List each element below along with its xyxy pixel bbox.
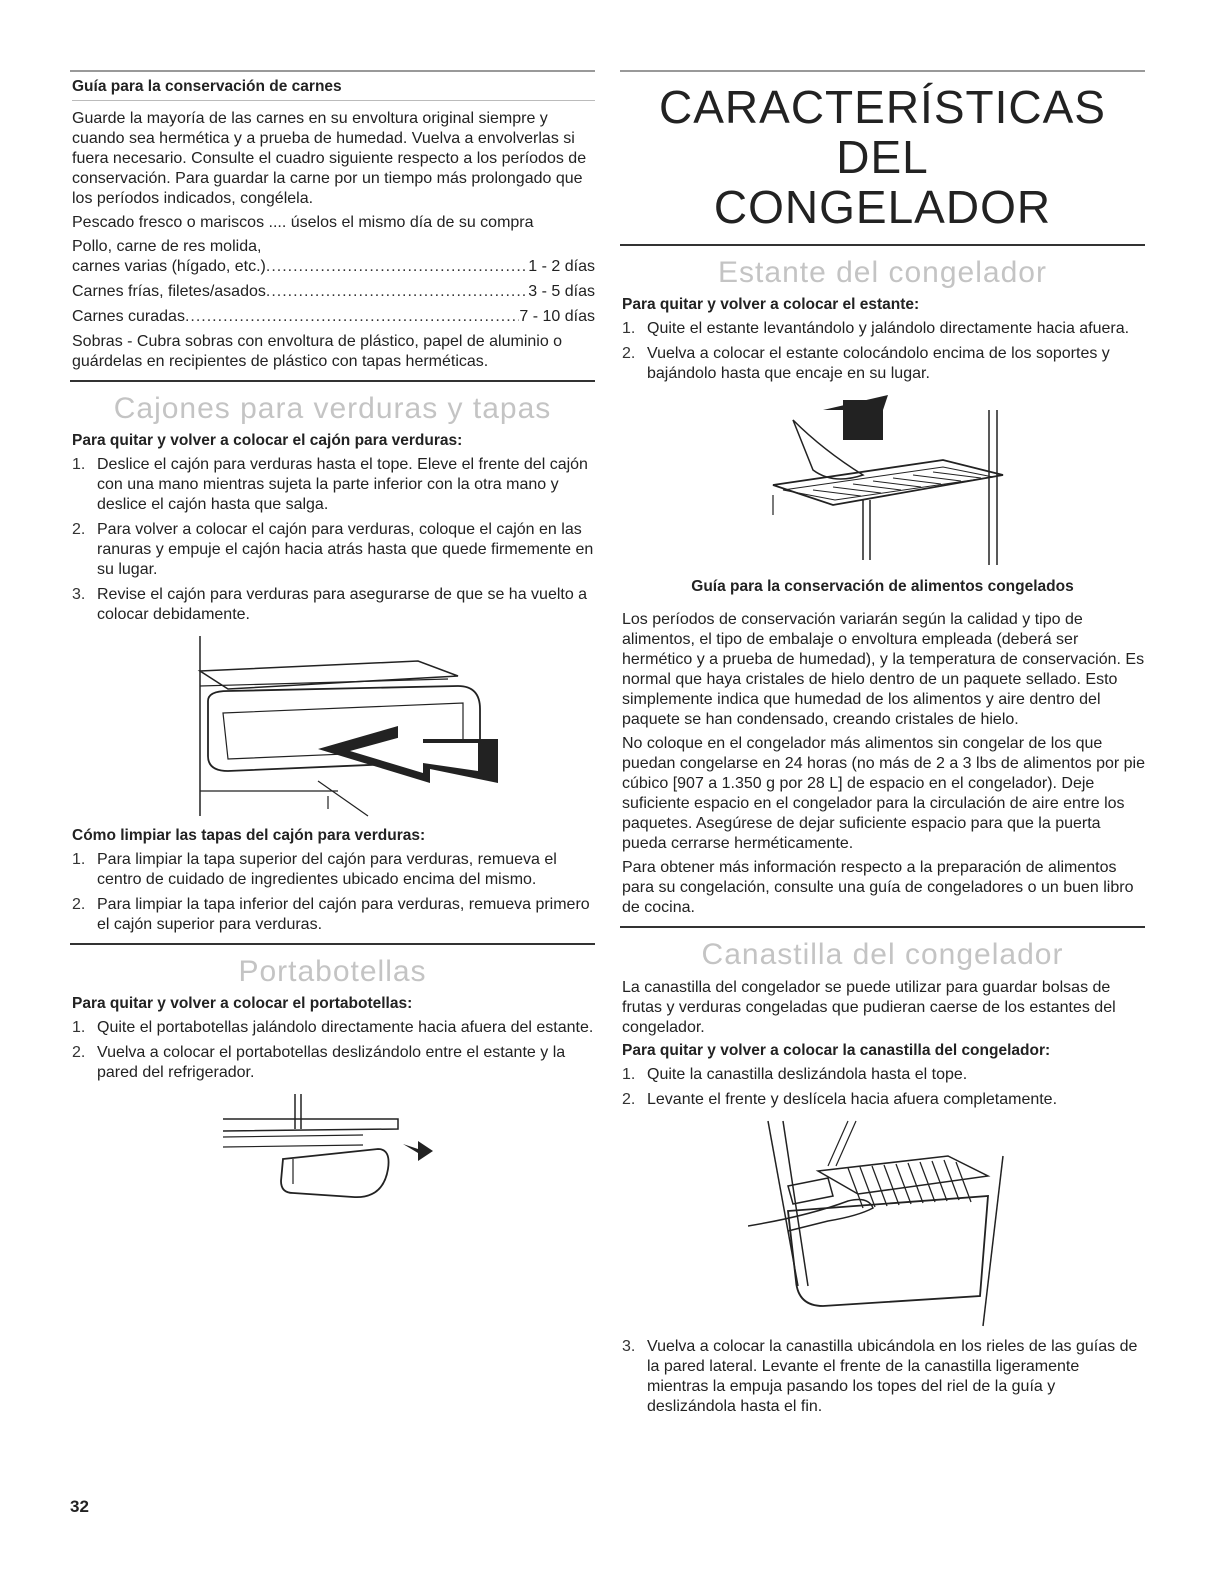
list-item: 1. Deslice el cajón para verduras hasta el tope. Eleve el frente del cajón con una mano mientras sujeta la parte inferior con la otra mano y deslice el cajón hasta que salga. — [72, 456, 588, 513]
list-item: 1. Quite el portabotellas jalándolo directamente hacia afuera del estante. — [72, 1019, 594, 1036]
leftovers-text: Sobras - Cubra sobras con envoltura de plástico, papel de aluminio o guárdelas en recipientes de plástico con tapas herméticas. — [72, 333, 563, 370]
bottle-steps — [70, 1018, 595, 1083]
meat-guide-intro: Guarde la mayoría de las carnes en su envoltura original siempre y cuando sea hermética y a prueba de humedad. Vuelva a envolverlas si fuera necesario. Consulte el cuadro siguiente respecto a los períodos de conservación. Para guardar la carne por un tiempo más prolongado que los períodos indicados, congélela. — [72, 110, 587, 207]
frozen-guide-p2: No coloque en el congelador más alimentos sin congelar de los que puedan congelarse en 24 horas (no más de 2 a 3 lbs de alimentos por pie cúbico [907 a 1.350 g por 28 L] de espacio en el congelador). Deje suficiente espacio en el congelador para la circulación de aire entre los paquetes. Asegúrese de dejar suficiente espacio para que la puerta pueda cerrarse herméticamente. — [622, 735, 1146, 852]
list-item: 1. Quite la canastilla deslizándola hasta el tope. — [622, 1066, 968, 1083]
frozen-guide-p3: Para obtener más información respecto a la preparación de alimentos para su congelación, consulte una guía de congeladores o un buen libro de cocina. — [622, 859, 1134, 916]
storage-row — [72, 307, 595, 327]
shelf-section-title: Estante del congelador — [718, 256, 1047, 289]
basket-step-3 — [620, 1337, 1145, 1417]
storage-row — [72, 257, 595, 277]
chicken-line: Pollo, carne de res molida, — [72, 238, 262, 255]
page-title-line-1: CARACTERÍSTICAS DEL — [659, 81, 1106, 183]
frozen-guide-p1: Los períodos de conservación variarán según la calidad y tipo de alimentos, el tipo de embalaje o envoltura empleada (deberá ser hermético y a prueba de humedad), y la temperatura de conservación. Es normal que haya cristales de hielo dentro de un paquete sellado. Esto simplemente indica que humedad de los alimentos y aire dentro del paquete se han condensado, creando cristales de hielo. — [622, 611, 1145, 728]
meat-guide-heading: Guía para la conservación de carnes — [72, 78, 595, 101]
basket-heading: Para quitar y volver a colocar la canastilla del congelador: — [622, 1042, 1051, 1059]
storage-row-label: Carnes frías, filetes/asados — [72, 283, 266, 300]
shelf-heading: Para quitar y volver a colocar el estante: — [622, 296, 920, 313]
left-column — [70, 70, 595, 1215]
section-divider — [620, 926, 1145, 928]
crisper-drawer-illustration — [168, 631, 498, 821]
bottle-holder-illustration — [223, 1089, 443, 1209]
right-column — [620, 70, 1145, 1422]
page-title-line-2: CONGELADOR — [713, 181, 1052, 233]
section-divider — [620, 244, 1145, 246]
crisper-section-title: Cajones para verduras y tapas — [113, 392, 552, 425]
list-item: 2. Vuelva a colocar el portabotellas deslizándolo entre el estante y la pared del refrigerador. — [72, 1044, 566, 1081]
crisper-remove-heading: Para quitar y volver a colocar el cajón para verduras: — [72, 432, 463, 449]
top-rule — [70, 70, 595, 72]
bottle-heading: Para quitar y volver a colocar el portabotellas: — [72, 995, 413, 1012]
crisper-clean-steps — [70, 850, 595, 935]
list-item: 2. Para limpiar la tapa inferior del cajón para verduras, remueva primero el cajón superior para verduras. — [72, 896, 590, 933]
page-title — [620, 82, 1145, 232]
storage-row-value: 1 - 2 días — [528, 258, 595, 275]
basket-intro: La canastilla del congelador se puede utilizar para guardar bolsas de frutas y verduras congeladas que pudieran caerse de los estantes del congelador. — [622, 979, 1116, 1036]
crisper-clean-heading: Cómo limpiar las tapas del cajón para verduras: — [72, 827, 426, 844]
storage-row-label: Carnes curadas — [72, 308, 185, 325]
shelf-steps — [620, 319, 1145, 384]
fish-line: Pescado fresco o mariscos .... úselos el mismo día de su compra — [72, 214, 534, 231]
section-divider — [70, 943, 595, 945]
list-item: 1. Quite el estante levantándolo y jalándolo directamente hacia afuera. — [622, 320, 1130, 337]
list-item: 2. Para volver a colocar el cajón para verduras, coloque el cajón en las ranuras y empuje el cajón hacia atrás hasta que quede firmemente en su lugar. — [72, 521, 594, 578]
basket-steps — [620, 1065, 1145, 1110]
top-rule — [620, 70, 1145, 72]
freezer-shelf-illustration — [753, 390, 1013, 570]
list-item: 3. Vuelva a colocar la canastilla ubicándola en los rieles de las guías de la pared lateral. Levante el frente de la canastilla ligeramente mientras la empuja pasando los topes del riel de la guía y deslizándola hasta el fin. — [622, 1338, 1138, 1415]
storage-row — [72, 282, 595, 302]
bottle-section-title: Portabotellas — [238, 955, 427, 988]
storage-row-value: 3 - 5 días — [528, 283, 595, 300]
list-item: 2. Vuelva a colocar el estante colocándolo encima de los soportes y bajándolo hasta que encaje en su lugar. — [622, 345, 1110, 382]
page-number: 32 — [70, 1497, 89, 1516]
frozen-guide-heading: Guía para la conservación de alimentos congelados — [691, 578, 1074, 595]
list-item: 2. Levante el frente y deslícela hacia afuera completamente. — [622, 1091, 1058, 1108]
list-item: 1. Para limpiar la tapa superior del cajón para verduras, remueva el centro de cuidado de ingredientes ubicado encima del mismo. — [72, 851, 557, 888]
storage-row-value: 7 - 10 días — [519, 308, 595, 325]
list-item: 3. Revise el cajón para verduras para asegurarse de que se ha vuelto a colocar debidamente. — [72, 586, 588, 623]
storage-row-label: carnes varias (hígado, etc.) — [72, 258, 266, 275]
section-divider — [70, 380, 595, 382]
freezer-basket-illustration — [748, 1116, 1018, 1331]
crisper-steps — [70, 455, 595, 625]
basket-section-title: Canastilla del congelador — [701, 938, 1064, 971]
